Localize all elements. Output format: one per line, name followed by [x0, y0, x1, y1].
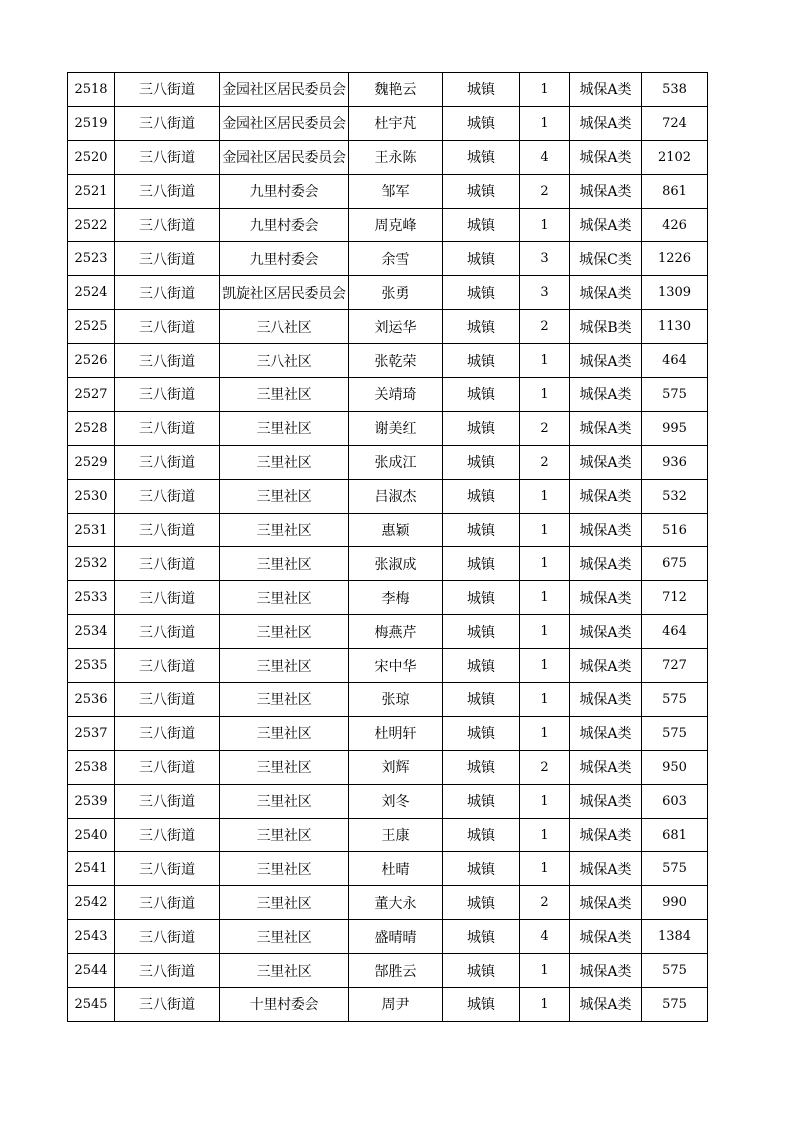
area-type-cell: 城镇 — [443, 344, 520, 378]
name-cell: 刘冬 — [349, 784, 443, 818]
street-cell: 三八街道 — [115, 716, 220, 750]
community-cell: 三八社区 — [220, 344, 349, 378]
area-type-cell: 城镇 — [443, 445, 520, 479]
street-cell: 三八街道 — [115, 208, 220, 242]
community-cell: 三里社区 — [220, 513, 349, 547]
category-cell: 城保A类 — [570, 784, 642, 818]
table-row — [68, 310, 708, 344]
area-type-cell: 城镇 — [443, 140, 520, 174]
household-count-cell: 3 — [520, 242, 570, 276]
amount-cell: 575 — [642, 683, 708, 717]
community-cell: 三里社区 — [220, 479, 349, 513]
community-cell: 三里社区 — [220, 683, 349, 717]
household-count-cell: 1 — [520, 73, 570, 107]
area-type-cell: 城镇 — [443, 310, 520, 344]
area-type-cell: 城镇 — [443, 649, 520, 683]
table-row — [68, 886, 708, 920]
community-cell: 三里社区 — [220, 954, 349, 988]
category-cell: 城保A类 — [570, 208, 642, 242]
serial-cell: 2543 — [68, 920, 115, 954]
area-type-cell: 城镇 — [443, 276, 520, 310]
name-cell: 吕淑杰 — [349, 479, 443, 513]
serial-cell: 2542 — [68, 886, 115, 920]
amount-cell: 464 — [642, 344, 708, 378]
community-cell: 三里社区 — [220, 649, 349, 683]
category-cell: 城保A类 — [570, 174, 642, 208]
household-count-cell: 1 — [520, 954, 570, 988]
community-cell: 三里社区 — [220, 818, 349, 852]
table-row — [68, 581, 708, 615]
category-cell: 城保A类 — [570, 818, 642, 852]
name-cell: 邹军 — [349, 174, 443, 208]
table-row — [68, 513, 708, 547]
household-count-cell: 1 — [520, 581, 570, 615]
street-cell: 三八街道 — [115, 310, 220, 344]
serial-cell: 2533 — [68, 581, 115, 615]
table-row — [68, 174, 708, 208]
serial-cell: 2536 — [68, 683, 115, 717]
serial-cell: 2521 — [68, 174, 115, 208]
serial-cell: 2519 — [68, 106, 115, 140]
serial-cell: 2530 — [68, 479, 115, 513]
serial-cell: 2529 — [68, 445, 115, 479]
street-cell: 三八街道 — [115, 411, 220, 445]
table-row — [68, 411, 708, 445]
serial-cell: 2539 — [68, 784, 115, 818]
area-type-cell: 城镇 — [443, 920, 520, 954]
records-table — [67, 72, 708, 1022]
street-cell: 三八街道 — [115, 615, 220, 649]
street-cell: 三八街道 — [115, 954, 220, 988]
amount-cell: 426 — [642, 208, 708, 242]
name-cell: 董大永 — [349, 886, 443, 920]
street-cell: 三八街道 — [115, 886, 220, 920]
household-count-cell: 2 — [520, 310, 570, 344]
community-cell: 金园社区居民委员会 — [220, 106, 349, 140]
community-cell: 三里社区 — [220, 920, 349, 954]
amount-cell: 995 — [642, 411, 708, 445]
street-cell: 三八街道 — [115, 818, 220, 852]
table-row — [68, 106, 708, 140]
serial-cell: 2544 — [68, 954, 115, 988]
category-cell: 城保A类 — [570, 716, 642, 750]
table-row — [68, 378, 708, 412]
area-type-cell: 城镇 — [443, 174, 520, 208]
community-cell: 十里村委会 — [220, 988, 349, 1022]
household-count-cell: 1 — [520, 344, 570, 378]
area-type-cell: 城镇 — [443, 954, 520, 988]
amount-cell: 1130 — [642, 310, 708, 344]
amount-cell: 1384 — [642, 920, 708, 954]
area-type-cell: 城镇 — [443, 716, 520, 750]
table-row — [68, 276, 708, 310]
name-cell: 惠颖 — [349, 513, 443, 547]
name-cell: 杜晴 — [349, 852, 443, 886]
name-cell: 李梅 — [349, 581, 443, 615]
name-cell: 谢美红 — [349, 411, 443, 445]
area-type-cell: 城镇 — [443, 479, 520, 513]
household-count-cell: 2 — [520, 445, 570, 479]
street-cell: 三八街道 — [115, 852, 220, 886]
street-cell: 三八街道 — [115, 378, 220, 412]
category-cell: 城保A类 — [570, 513, 642, 547]
name-cell: 刘辉 — [349, 750, 443, 784]
community-cell: 三里社区 — [220, 547, 349, 581]
street-cell: 三八街道 — [115, 683, 220, 717]
household-count-cell: 1 — [520, 683, 570, 717]
household-count-cell: 1 — [520, 818, 570, 852]
category-cell: 城保A类 — [570, 140, 642, 174]
category-cell: 城保A类 — [570, 106, 642, 140]
street-cell: 三八街道 — [115, 140, 220, 174]
table-row — [68, 73, 708, 107]
community-cell: 三里社区 — [220, 784, 349, 818]
street-cell: 三八街道 — [115, 276, 220, 310]
household-count-cell: 1 — [520, 378, 570, 412]
community-cell: 三里社区 — [220, 615, 349, 649]
amount-cell: 724 — [642, 106, 708, 140]
area-type-cell: 城镇 — [443, 581, 520, 615]
amount-cell: 575 — [642, 988, 708, 1022]
table-row — [68, 547, 708, 581]
name-cell: 杜明轩 — [349, 716, 443, 750]
name-cell: 刘运华 — [349, 310, 443, 344]
household-count-cell: 3 — [520, 276, 570, 310]
name-cell: 张琼 — [349, 683, 443, 717]
table-row — [68, 784, 708, 818]
category-cell: 城保B类 — [570, 310, 642, 344]
category-cell: 城保A类 — [570, 378, 642, 412]
community-cell: 九里村委会 — [220, 208, 349, 242]
street-cell: 三八街道 — [115, 445, 220, 479]
household-count-cell: 2 — [520, 411, 570, 445]
name-cell: 周克峰 — [349, 208, 443, 242]
table-row — [68, 818, 708, 852]
community-cell: 三里社区 — [220, 886, 349, 920]
community-cell: 三里社区 — [220, 378, 349, 412]
amount-cell: 603 — [642, 784, 708, 818]
household-count-cell: 1 — [520, 208, 570, 242]
street-cell: 三八街道 — [115, 344, 220, 378]
table-row — [68, 242, 708, 276]
community-cell: 三里社区 — [220, 411, 349, 445]
community-cell: 三里社区 — [220, 852, 349, 886]
street-cell: 三八街道 — [115, 547, 220, 581]
street-cell: 三八街道 — [115, 106, 220, 140]
area-type-cell: 城镇 — [443, 818, 520, 852]
amount-cell: 675 — [642, 547, 708, 581]
category-cell: 城保A类 — [570, 547, 642, 581]
street-cell: 三八街道 — [115, 649, 220, 683]
street-cell: 三八街道 — [115, 479, 220, 513]
serial-cell: 2538 — [68, 750, 115, 784]
table-row — [68, 954, 708, 988]
name-cell: 魏艳云 — [349, 73, 443, 107]
category-cell: 城保A类 — [570, 852, 642, 886]
household-count-cell: 1 — [520, 615, 570, 649]
area-type-cell: 城镇 — [443, 73, 520, 107]
street-cell: 三八街道 — [115, 242, 220, 276]
category-cell: 城保A类 — [570, 683, 642, 717]
serial-cell: 2535 — [68, 649, 115, 683]
name-cell: 关靖琦 — [349, 378, 443, 412]
amount-cell: 936 — [642, 445, 708, 479]
amount-cell: 990 — [642, 886, 708, 920]
name-cell: 杜宇芃 — [349, 106, 443, 140]
community-cell: 凯旋社区居民委员会 — [220, 276, 349, 310]
serial-cell: 2524 — [68, 276, 115, 310]
table-row — [68, 716, 708, 750]
community-cell: 九里村委会 — [220, 242, 349, 276]
name-cell: 张成江 — [349, 445, 443, 479]
area-type-cell: 城镇 — [443, 208, 520, 242]
table-row — [68, 750, 708, 784]
household-count-cell: 1 — [520, 988, 570, 1022]
serial-cell: 2525 — [68, 310, 115, 344]
table-row — [68, 344, 708, 378]
serial-cell: 2534 — [68, 615, 115, 649]
serial-cell: 2528 — [68, 411, 115, 445]
area-type-cell: 城镇 — [443, 106, 520, 140]
name-cell: 梅燕芹 — [349, 615, 443, 649]
name-cell: 盛晴晴 — [349, 920, 443, 954]
category-cell: 城保A类 — [570, 886, 642, 920]
category-cell: 城保A类 — [570, 649, 642, 683]
household-count-cell: 1 — [520, 784, 570, 818]
table-row — [68, 479, 708, 513]
street-cell: 三八街道 — [115, 513, 220, 547]
serial-cell: 2540 — [68, 818, 115, 852]
household-count-cell: 2 — [520, 886, 570, 920]
category-cell: 城保A类 — [570, 920, 642, 954]
amount-cell: 861 — [642, 174, 708, 208]
household-count-cell: 1 — [520, 852, 570, 886]
area-type-cell: 城镇 — [443, 547, 520, 581]
name-cell: 宋中华 — [349, 649, 443, 683]
household-count-cell: 2 — [520, 750, 570, 784]
area-type-cell: 城镇 — [443, 750, 520, 784]
serial-cell: 2527 — [68, 378, 115, 412]
name-cell: 周尹 — [349, 988, 443, 1022]
household-count-cell: 4 — [520, 140, 570, 174]
category-cell: 城保A类 — [570, 750, 642, 784]
category-cell: 城保A类 — [570, 581, 642, 615]
street-cell: 三八街道 — [115, 988, 220, 1022]
street-cell: 三八街道 — [115, 750, 220, 784]
serial-cell: 2541 — [68, 852, 115, 886]
serial-cell: 2518 — [68, 73, 115, 107]
area-type-cell: 城镇 — [443, 378, 520, 412]
community-cell: 九里村委会 — [220, 174, 349, 208]
amount-cell: 532 — [642, 479, 708, 513]
category-cell: 城保A类 — [570, 411, 642, 445]
table-row — [68, 445, 708, 479]
serial-cell: 2522 — [68, 208, 115, 242]
serial-cell: 2520 — [68, 140, 115, 174]
table-row — [68, 988, 708, 1022]
name-cell: 张勇 — [349, 276, 443, 310]
name-cell: 郜胜云 — [349, 954, 443, 988]
serial-cell: 2537 — [68, 716, 115, 750]
category-cell: 城保A类 — [570, 988, 642, 1022]
category-cell: 城保A类 — [570, 276, 642, 310]
area-type-cell: 城镇 — [443, 513, 520, 547]
street-cell: 三八街道 — [115, 581, 220, 615]
area-type-cell: 城镇 — [443, 988, 520, 1022]
name-cell: 王康 — [349, 818, 443, 852]
area-type-cell: 城镇 — [443, 242, 520, 276]
household-count-cell: 4 — [520, 920, 570, 954]
community-cell: 三八社区 — [220, 310, 349, 344]
amount-cell: 575 — [642, 378, 708, 412]
name-cell: 王永陈 — [349, 140, 443, 174]
household-count-cell: 1 — [520, 479, 570, 513]
serial-cell: 2526 — [68, 344, 115, 378]
community-cell: 金园社区居民委员会 — [220, 73, 349, 107]
amount-cell: 575 — [642, 852, 708, 886]
category-cell: 城保A类 — [570, 73, 642, 107]
amount-cell: 575 — [642, 716, 708, 750]
household-count-cell: 1 — [520, 513, 570, 547]
community-cell: 三里社区 — [220, 716, 349, 750]
name-cell: 张乾荣 — [349, 344, 443, 378]
amount-cell: 516 — [642, 513, 708, 547]
area-type-cell: 城镇 — [443, 411, 520, 445]
area-type-cell: 城镇 — [443, 683, 520, 717]
table-row — [68, 649, 708, 683]
table-row — [68, 683, 708, 717]
amount-cell: 712 — [642, 581, 708, 615]
table-row — [68, 140, 708, 174]
street-cell: 三八街道 — [115, 920, 220, 954]
amount-cell: 1309 — [642, 276, 708, 310]
area-type-cell: 城镇 — [443, 784, 520, 818]
category-cell: 城保A类 — [570, 479, 642, 513]
area-type-cell: 城镇 — [443, 615, 520, 649]
household-count-cell: 1 — [520, 547, 570, 581]
serial-cell: 2523 — [68, 242, 115, 276]
amount-cell: 464 — [642, 615, 708, 649]
amount-cell: 681 — [642, 818, 708, 852]
amount-cell: 1226 — [642, 242, 708, 276]
table-row — [68, 920, 708, 954]
name-cell: 余雪 — [349, 242, 443, 276]
amount-cell: 950 — [642, 750, 708, 784]
street-cell: 三八街道 — [115, 73, 220, 107]
household-count-cell: 1 — [520, 716, 570, 750]
street-cell: 三八街道 — [115, 174, 220, 208]
category-cell: 城保A类 — [570, 615, 642, 649]
community-cell: 三里社区 — [220, 750, 349, 784]
serial-cell: 2531 — [68, 513, 115, 547]
area-type-cell: 城镇 — [443, 852, 520, 886]
category-cell: 城保A类 — [570, 954, 642, 988]
category-cell: 城保A类 — [570, 344, 642, 378]
household-count-cell: 1 — [520, 106, 570, 140]
household-count-cell: 1 — [520, 649, 570, 683]
community-cell: 三里社区 — [220, 581, 349, 615]
table-row — [68, 208, 708, 242]
community-cell: 三里社区 — [220, 445, 349, 479]
area-type-cell: 城镇 — [443, 886, 520, 920]
community-cell: 金园社区居民委员会 — [220, 140, 349, 174]
category-cell: 城保C类 — [570, 242, 642, 276]
name-cell: 张淑成 — [349, 547, 443, 581]
category-cell: 城保A类 — [570, 445, 642, 479]
serial-cell: 2532 — [68, 547, 115, 581]
table-body — [68, 73, 708, 1022]
street-cell: 三八街道 — [115, 784, 220, 818]
amount-cell: 575 — [642, 954, 708, 988]
household-count-cell: 2 — [520, 174, 570, 208]
amount-cell: 538 — [642, 73, 708, 107]
amount-cell: 727 — [642, 649, 708, 683]
table-row — [68, 615, 708, 649]
amount-cell: 2102 — [642, 140, 708, 174]
serial-cell: 2545 — [68, 988, 115, 1022]
table-row — [68, 852, 708, 886]
